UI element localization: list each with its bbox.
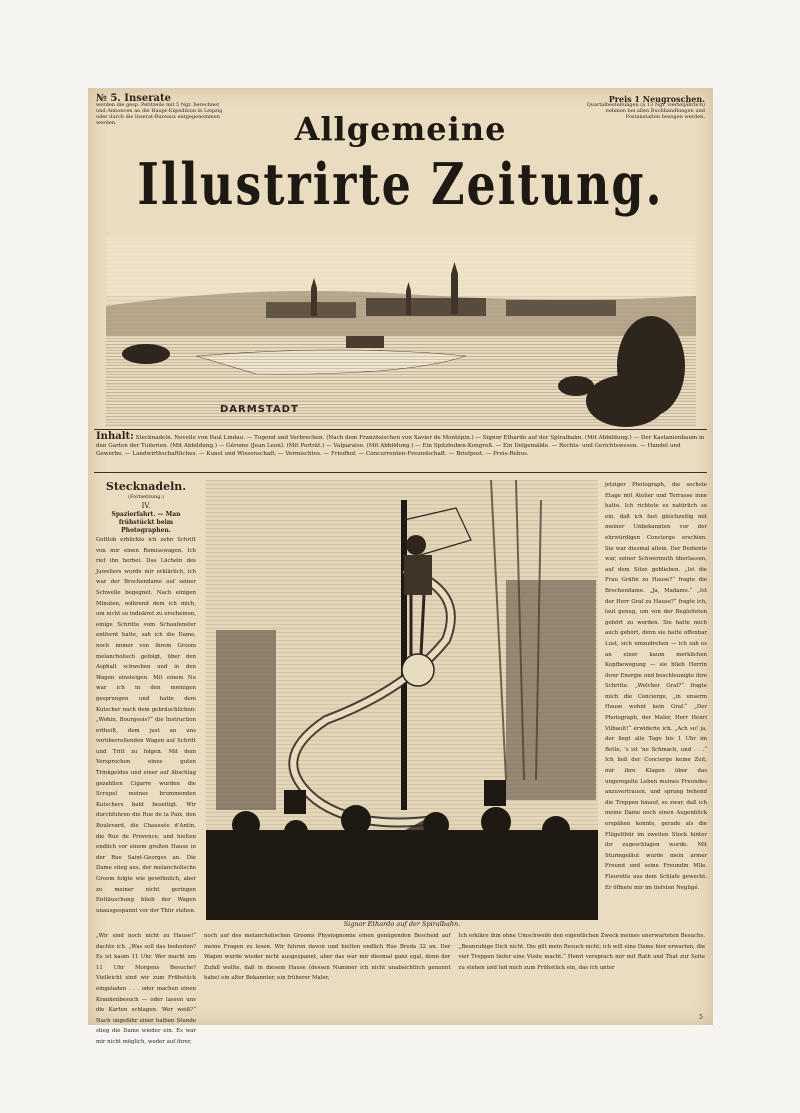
bottom-column-3: Ich erkläre ihm ohne Umschweife den eigentlichen Zweck meines unerwarteten Besuchs. „Beunruhige Dich nicht. Die gilt mein Besuch nicht; ich will eine Dame hier erwarten, die vier Treppen tiefer eine Visite macht.“ Henri versprach mir mit Rath und That zur Seite zu stehen und lud mich zum Frühstück ein, das ich unter (458, 933, 705, 971)
story-text-right: jetziger Photograph, die sechste Etage mit Atelier und Terrasse inne hatte. Ich richtete es natürlich so ein, daß ich fast gleichzeitig mit meiner Unbekannten vor der ehrwürdigen Concierge erschien. Sie war diesmal allein. Der Bediente war, seiner Schwermuth überlassen, auf dem Sitze geblieben. „Ist die Frau Gräfin zu Hause?“ fragte die Brochendame. „Ja, Madame.“ „Ist der Herr Graf zu Hause?“ fragte ich, laut genug, um von der Begleiteten gehört zu werden. Sie hatte mich auch gehört, denn sie hatte offenbar Lust, sich umzudrehen — ich sah es an einer kaum merklichen Kopfbewegung — sie blieb Herrin ihrer Energie und beschleunigte ihre Schritte. „Welcher Graf?“ fragte mich die Concierge, „in unserm Hause wohnt kein Graf.“ „Der Photograph, der Maler, Herr Henri Vilbault!“ erwiderte ich. „Ach so! ja, der liegt alle Tage bis 1 Uhr im Bette, ’s ist ’ne Schmach, und . . .“ Ich ließ der Concierge keine Zeit, mir ihre Klagen über das ungeregelte Leben meines Freundes anzuvertrauen, und sprang behend die Treppen hinauf, so zwar, daß ich meine Dame noch einen Augenblick erspähen konnte, gerade als die Flügelthür im zweiten Stock hinter ihr zugeschlagen wurde. Mit Sturmgeläut wurde mein armer Freund und seine Freundin Mlle. Fleurette aus dem Schlafe geweckt. Er öffnete mir im tiefsten Negligé. (605, 482, 707, 891)
story-subtitle: (Fortsetzung.) (128, 494, 164, 500)
divider-contents (94, 472, 707, 473)
page-number: 5 (699, 1014, 703, 1021)
contents-text: Stecknadeln. Novelle von Paul Lindau. — Tugend und Verbrechen. (Nach dem Französischen von Xavier de Montépin.) — Signor Ethardo auf der Spiralbahn. (Mit Abbildung.) — Der Kastanienbaum in den Garten der Tuilerien. (Mit Abbildung.) — Gérome (Jean Leon). (Mit Porträt.) — Valparaiso. (Mit Abbildung.) — Ein Spitzbuben-Kongreß. — Ein Delgemälde. — Rechts- und Gerichtswesen. — Handel und Gewerbe. — Landwirthschaftliches. — Kunst und Wissenschaft. — Vermischtes. — Friedhof. — Concurrenten-Freundschaft. — Briefpost. — Preis-Rebus. (96, 435, 705, 457)
story-column-right (605, 480, 707, 930)
price-label: Preis 1 Neugroschen. (608, 94, 705, 104)
story-text-left: Gottlob erblickte ich zehn Schritt von mir einen Remisewagen. Ich rief ihn herbei. Das Lächeln des Juweliers wurde mir erklärlich, ich war der Brochendame auf seiner Schwelle begegnet. Nach einigen Minuten, während dem ich mich, um nicht so indiskret zu erscheinen, einige Schritte vom Schaufenster entfernt hatte, sah ich die Dame, noch immer von ihrem Groom melancholisch gefolgt, über den Asphalt schweben und in den Wagen einsteigen. Mit einem Nu war ich in den meinigen gesprungen und hatte dem Kutscher nach dem gebräuchlichen: „Wohin, Bourgeois?“ die Instruction ertheilt, dem just an uns vorüberrollenden Wagen auf Schritt und Tritt zu folgen. Mit dem Versprechen eines guten Trinkgeldes und einer auf Abschlag gezahlten Cigarre wurden die Scrupel meines brummenden Kutschers bald beseitigt. Wir durchfuhren die Rue de la Paix, den Boulevard, die Chaussée d’Antin, die Rue de Provence, und hielten endlich vor einem großen Hause in der Rue Saint-Georges an. Die Dame stieg aus, der melancholische Groom folgte wie gewöhnlich, aber zu meiner nicht geringen Enttäuschung blieb der Wagen unausgespannt vor der Thür stehen. (96, 537, 196, 914)
advert-note: werden die gesp. Petitzeile mit 5 Ngr. berechnet und Annoncen an die Haupt-Expedition in Leipzig oder durch die Inserat-Bureaux entgegenommen werden. (96, 102, 223, 126)
issue-number: № 5. Inserate (96, 93, 171, 104)
divider-top (94, 429, 707, 430)
bottom-columns (96, 931, 705, 1045)
contents-label: Inhalt: (96, 431, 134, 442)
subscription-note: Quartalbestellungen (à 13 Ngr. vierteljährlich) nehmen bei allen Buchhandlungen und Postanstalten bezogen werden. (586, 102, 705, 120)
title-main: Illustrirte Zeitung. (137, 150, 664, 218)
table-of-contents (96, 433, 705, 458)
story-title: Stecknadeln. (105, 480, 187, 493)
darmstadt-engraving (106, 236, 696, 426)
title-top: Allgemeine (294, 110, 507, 148)
newspaper-page (88, 88, 713, 1045)
chapter-heading: Spazierfahrt. — Man frühstückt beim Photographen. (111, 511, 181, 534)
bottom-column-2: noch auf des melancholischen Grooms Physiognomie einen genügenden Bescheid auf meine Fragen zu lesen. Wir fuhren davon und hielten endlich Rue Breda 32 an. Der Wagen wurde wieder nicht ausgespannt, aber das war mir diesmal ganz egal, denn der Zufall wollte, daß in diesem Hause (dessen Nummer ich nicht unabsichtlich genannt habe) ein alter Bekannter, ein früherer Maler, (204, 933, 451, 982)
engraving-caption: Signor Ethardo auf der Spiralbahn. (343, 920, 461, 928)
story-column-left (96, 480, 196, 930)
spiral-track-engraving (206, 480, 598, 920)
city-label: DARMSTADT (220, 404, 299, 415)
bottom-column-1: „Wir sind noch nicht zu Hause!“ dachte ich. „Was soll das bedeuten? Es ist kaum 11 Uhr. Wer macht um 11 Uhr Morgens Besuche? Vielleicht sind wir zum Frühstück eingeladen . . . oder machen einen Krankenbesuch — oder lassen uns die Karten schlagen. Wer weiß?“ Nach ungefähr einer halben Stunde stieg die Dame wieder ein. Es war mir nicht möglich, weder auf ihrer, (96, 933, 196, 1045)
chapter-number: IV. (141, 502, 151, 510)
